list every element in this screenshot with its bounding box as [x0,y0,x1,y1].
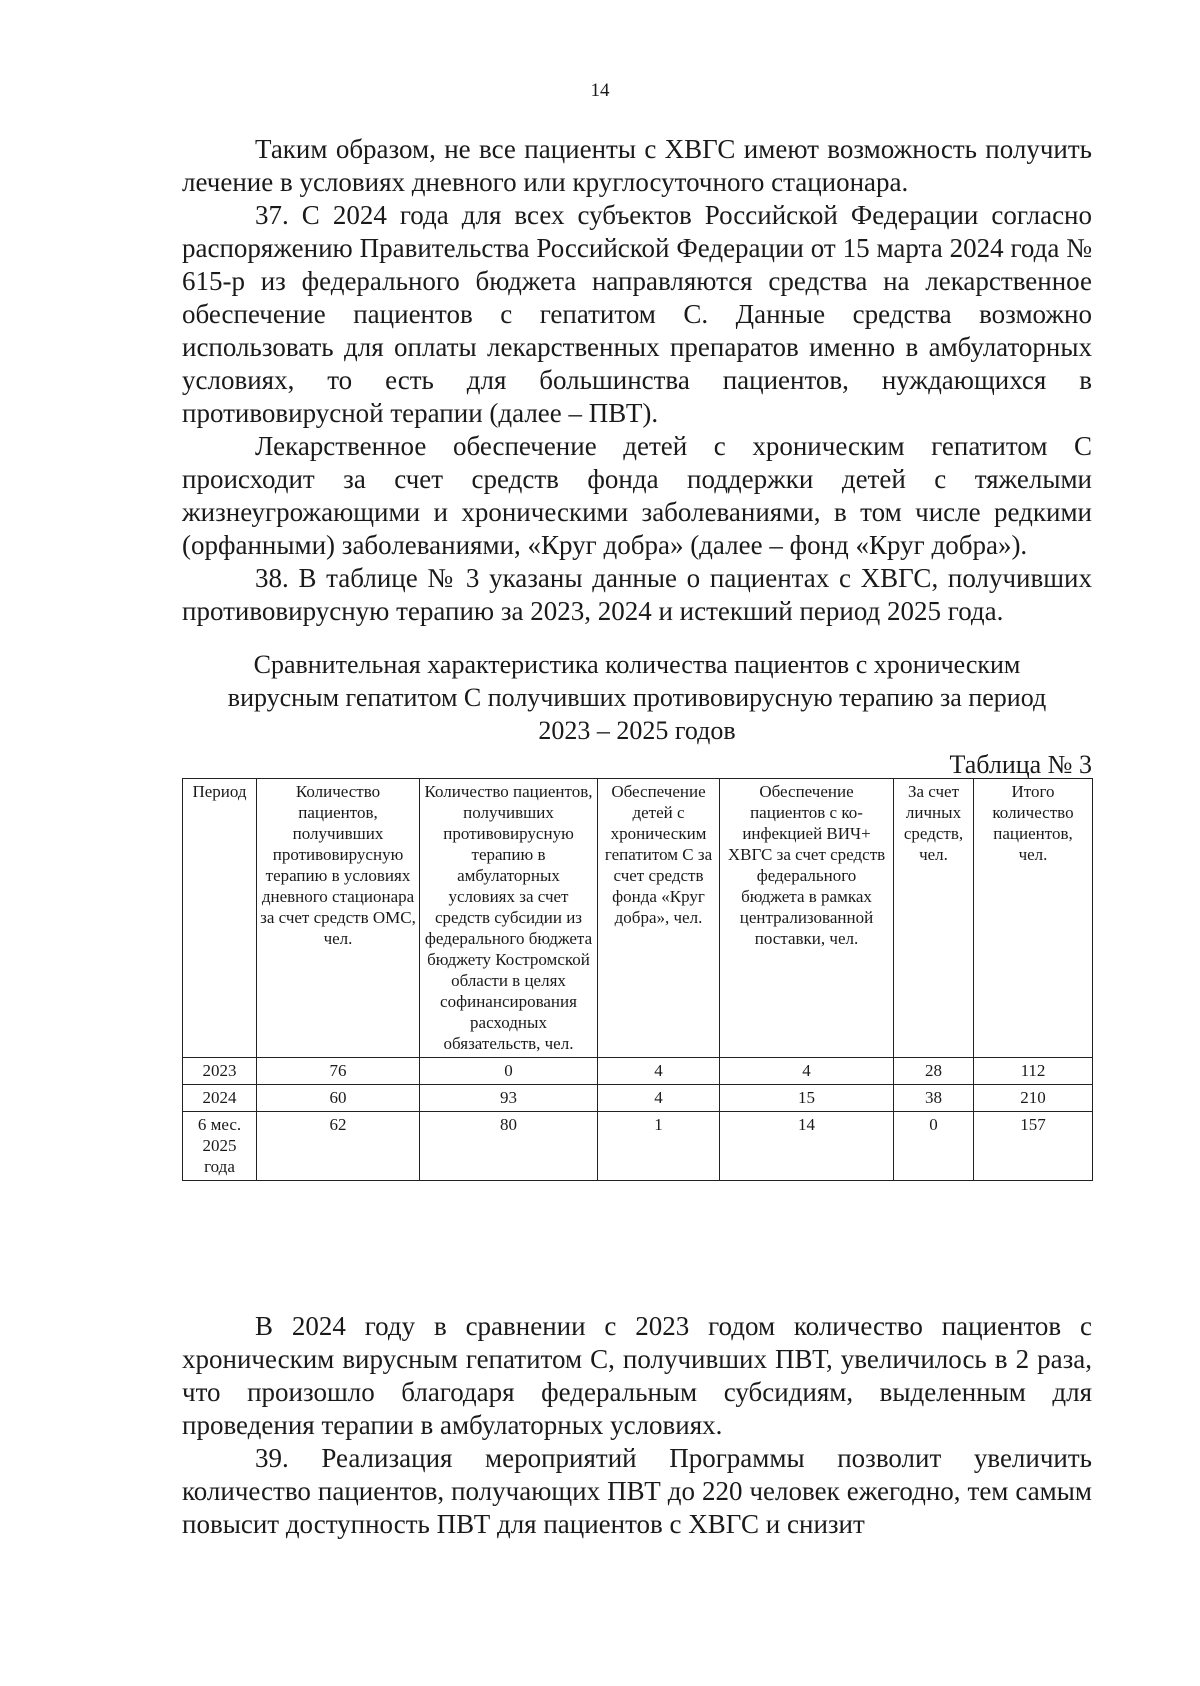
paragraph-38: 38. В таблице № 3 указаны данные о пациентах с ХВГС, получивших противовирусную терапию за 2023, 2024 и истекший период 2025 года. [182,563,1092,626]
header-children-fund: Обеспечение детей с хроническим гепатитом С за счет средств фонда «Круг добра», чел. [598,779,720,1058]
cell-day-hospital: 62 [257,1112,420,1181]
cell-outpatient-subsidy: 0 [420,1058,598,1085]
cell-personal-funds: 28 [894,1058,974,1085]
cell-outpatient-subsidy: 80 [420,1112,598,1181]
paragraph-comparison: В 2024 году в сравнении с 2023 годом количество пациентов с хроническим вирусным гепатитом С, получивших ПВТ, увеличилось в 2 раза, что произошло благодаря федеральным субсидиям, выделенным для проведения терапии в амбулаторных условиях. [182,1311,1092,1440]
cell-children-fund: 4 [598,1058,720,1085]
cell-children-fund: 4 [598,1085,720,1112]
cell-hiv-coinfection: 15 [720,1085,894,1112]
table-row [183,1112,1093,1181]
cell-children-fund: 1 [598,1112,720,1181]
paragraph-conclusion: Таким образом, не все пациенты с ХВГС имеют возможность получить лечение в условиях дневного или круглосуточного стационара. [182,134,1092,197]
body-text-bottom [182,1310,1092,1541]
header-total: Итого количество пациентов, чел. [974,779,1093,1058]
cell-day-hospital: 76 [257,1058,420,1085]
table-label: Таблица № 3 [949,750,1092,779]
cell-personal-funds: 0 [894,1112,974,1181]
table-row [183,1085,1093,1112]
cell-personal-funds: 38 [894,1085,974,1112]
paragraph-37: 37. С 2024 года для всех субъектов Российской Федерации согласно распоряжению Правительства Российской Федерации от 15 марта 2024 года № 615-р из федерального бюджета направляются средства на лекарственное обеспечение пациентов с гепатитом С. Данные средства возможно использовать для оплаты лекарственных препаратов именно в амбулаторных условиях, то есть для большинства пациентов, нуждающихся в противовирусной терапии (далее – ПВТ). [182,200,1092,428]
header-personal-funds: За счет личных средств, чел. [894,779,974,1058]
table-caption-line-3: 2023 – 2025 годов [538,716,736,745]
cell-outpatient-subsidy: 93 [420,1085,598,1112]
page-number: 14 [590,80,610,101]
paragraph-children-treatment: Лекарственное обеспечение детей с хроническим гепатитом С происходит за счет средств фонда поддержки детей с тяжелыми жизнеугрожающими и хроническими заболеваниями, в том числе редкими (орфанными) заболеваниями, «Круг добра» (далее – фонд «Круг добра»). [182,431,1092,560]
cell-total: 210 [974,1085,1093,1112]
cell-period: 2023 [183,1058,257,1085]
cell-day-hospital: 60 [257,1085,420,1112]
body-text-top [182,133,1092,628]
header-period: Период [183,779,257,1058]
table-caption [182,648,1092,747]
table-caption-line-2: вирусным гепатитом С получивших противовирусную терапию за период [227,683,1047,712]
patients-table [182,778,1093,1181]
cell-hiv-coinfection: 4 [720,1058,894,1085]
cell-total: 157 [974,1112,1093,1181]
header-outpatient-subsidy: Количество пациентов, получивших противовирусную терапию в амбулаторных условиях за счет средств субсидии из федерального бюджета бюджету Костромской области в целях софинансирования расходных обязательств, чел. [420,779,598,1058]
cell-total: 112 [974,1058,1093,1085]
table-row [183,1058,1093,1085]
table-caption-line-1: Сравнительная характеристика количества пациентов с хроническим [253,650,1021,679]
paragraph-39: 39. Реализация мероприятий Программы позволит увеличить количество пациентов, получающих ПВТ до 220 человек ежегодно, тем самым повысит доступность ПВТ для пациентов с ХВГС и снизит [182,1443,1092,1539]
header-hiv-coinfection: Обеспечение пациентов с ко-инфекцией ВИЧ+ ХВГС за счет средств федерального бюджета в рамках централизованной поставки, чел. [720,779,894,1058]
cell-period: 6 мес. 2025 года [183,1112,257,1181]
cell-hiv-coinfection: 14 [720,1112,894,1181]
table-header-row [183,779,1093,1058]
cell-period: 2024 [183,1085,257,1112]
header-day-hospital: Количество пациентов, получивших противовирусную терапию в условиях дневного стационара за счет средств ОМС, чел. [257,779,420,1058]
